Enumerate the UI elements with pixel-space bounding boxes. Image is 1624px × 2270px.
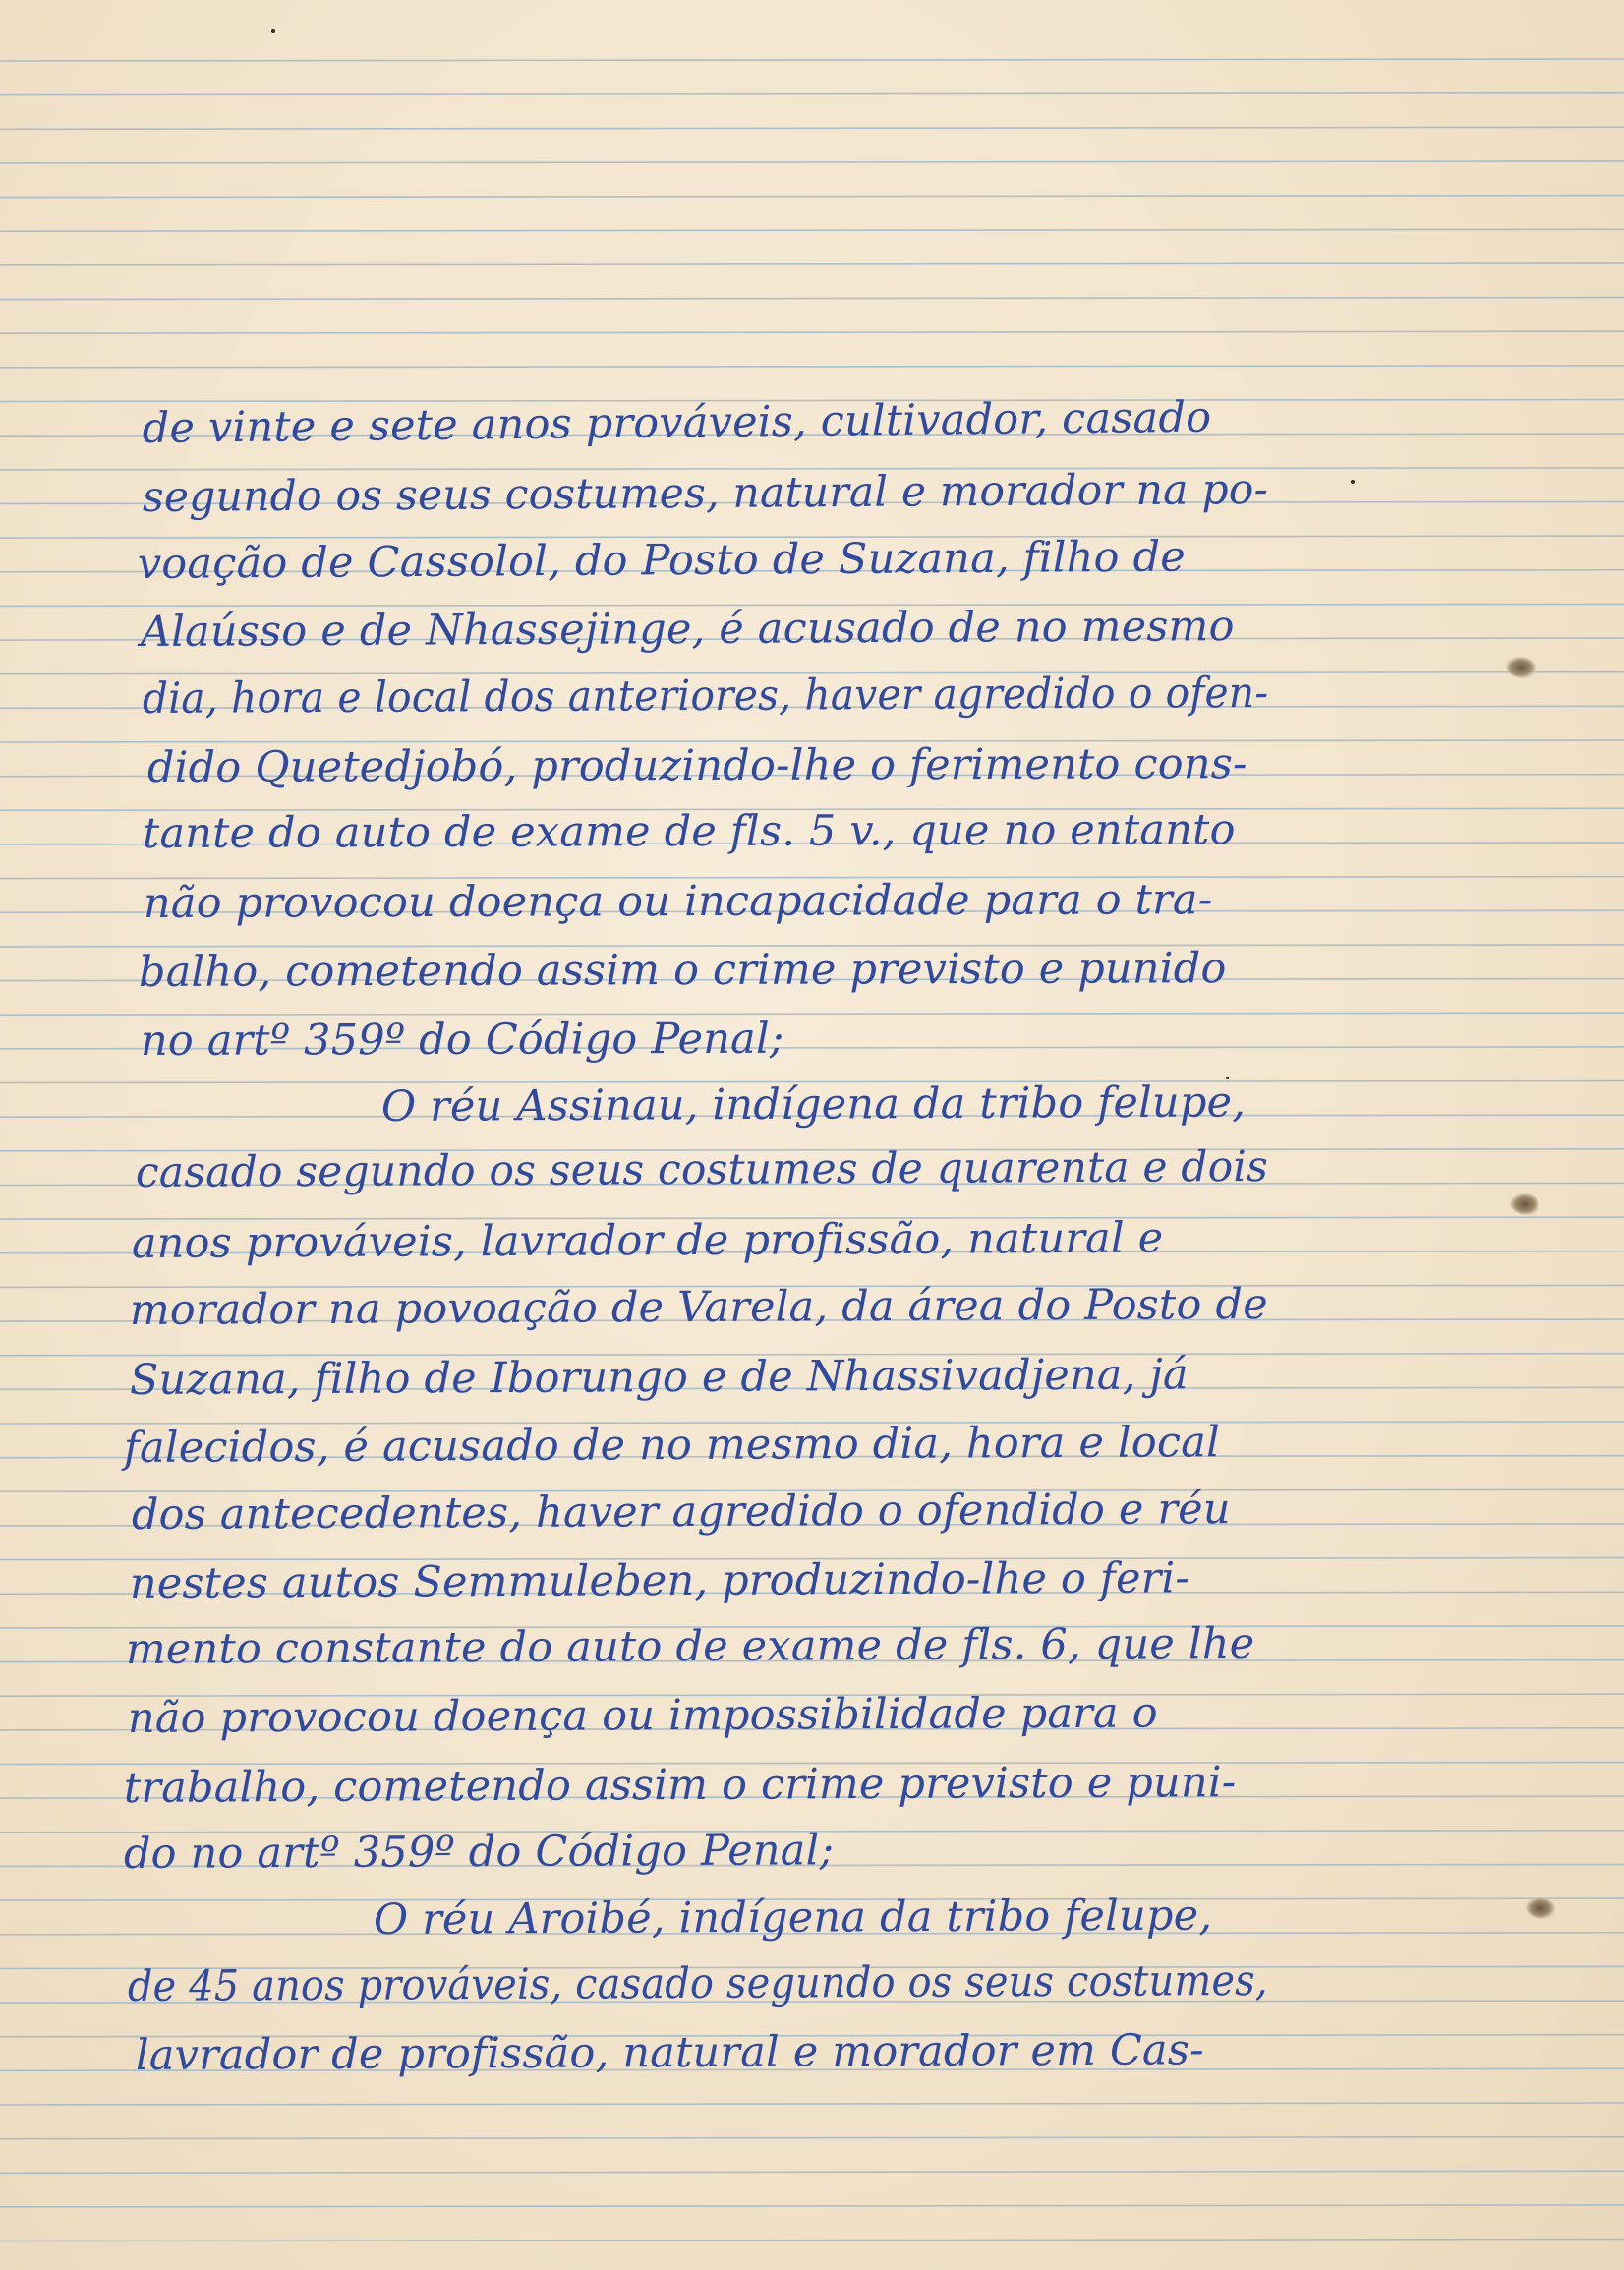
text-line: O réu Aroibé, indígena da tribo felupe, xyxy=(373,1891,1213,1945)
text-line: de vinte e sete anos prováveis, cultivador, casado xyxy=(142,392,1212,453)
text-line: dia, hora e local dos anteriores, haver agredido o ofen- xyxy=(142,669,1269,724)
text-line: voação de Cassolol, do Posto de Suzana, filho de xyxy=(137,532,1187,589)
text-line: no artº 359º do Código Penal; xyxy=(140,1014,784,1066)
text-line: Suzana, filho de Iborungo e de Nhassivadjena, já xyxy=(129,1350,1189,1405)
text-line: anos prováveis, lavrador de profissão, natural e xyxy=(131,1213,1164,1268)
text-line: dido Quetedjobó, produzindo-lhe o ferimento cons- xyxy=(146,739,1247,792)
text-line: O réu Assinau, indígena da tribo felupe, xyxy=(380,1077,1247,1132)
text-line: mento constante do auto de exame de fls. 6, que lhe xyxy=(125,1618,1255,1674)
text-line: dos antecedentes, haver agredido o ofendido e réu xyxy=(131,1484,1231,1540)
text-line: do no artº 359º do Código Penal; xyxy=(123,1826,835,1879)
text-line: nestes autos Semmuleben, produzindo-lhe o feri- xyxy=(129,1553,1190,1608)
text-line: lavrador de profissão, natural e morador em Cas- xyxy=(135,2025,1204,2080)
text-line: Alaússo e de Nhassejinge, é acusado de no mesmo xyxy=(140,602,1235,657)
text-line: casado segundo os seus costumes de quarenta e dois xyxy=(135,1141,1269,1197)
text-line: segundo os seus costumes, natural e morador na po- xyxy=(142,465,1269,522)
text-line: trabalho, cometendo assim o crime previsto e puni- xyxy=(123,1758,1237,1813)
text-line: de 45 anos prováveis, casado segundo os seus costumes, xyxy=(127,1955,1268,2011)
text-line: balho, cometendo assim o crime previsto e punido xyxy=(138,944,1227,997)
text-line: tante do auto de exame de fls. 5 v., que no entanto xyxy=(142,805,1236,858)
text-line: falecidos, é acusado de no mesmo dia, hora e local xyxy=(123,1418,1221,1473)
text-line: morador na povoação de Varela, da área do Posto de xyxy=(129,1279,1268,1335)
text-line: não provocou doença ou incapacidade para o tra- xyxy=(143,875,1213,928)
text-line: não provocou doença ou impossibilidade para o xyxy=(127,1688,1158,1743)
